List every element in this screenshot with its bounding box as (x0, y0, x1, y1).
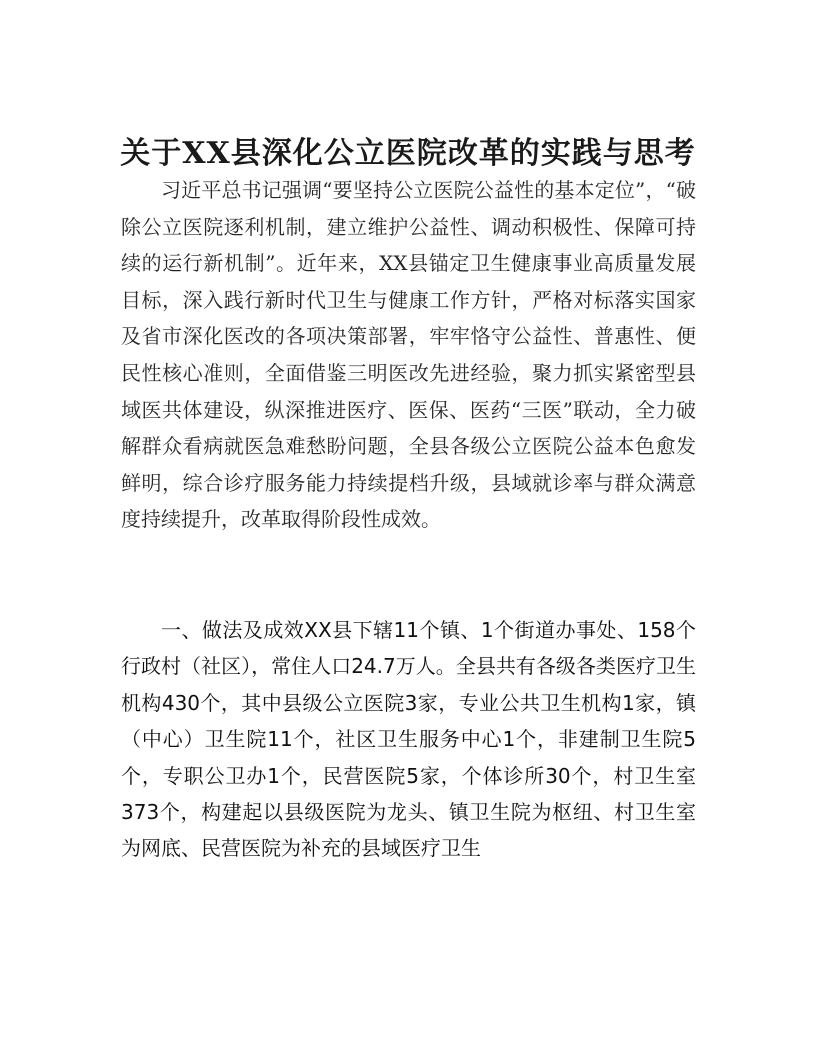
document-title: 关于XX县深化公立医院改革的实践与思考 (120, 136, 696, 172)
body-paragraph-intro: 习近平总书记强调“要坚持公立医院公益性的基本定位”，“破除公立医院逐利机制，建立维护公益性、调动积极性、保障可持续的运行新机制”。近年来，XX县锚定卫生健康事业高质量发展目标，深入践行新时代卫生与健康工作方针，严格对标落实国家及省市深化医改的各项决策部署，牢牢恪守公益性、普惠性、便民性核心准则，全面借鉴三明医改先进经验，聚力抓实紧密型县域医共体建设，纵深推进医疗、医保、医药“三医”联动，全力破解群众看病就医急难愁盼问题，全县各级公立医院公益本色愈发鲜明，综合诊疗服务能力持续提档升级，县域就诊率与群众满意度持续提升，改革取得阶段性成效。 (121, 178, 696, 532)
body-paragraph-section-one: 一、做法及成效XX县下辖11个镇、1个街道办事处、158个行政村（社区），常住人口24.7万人。全县共有各级各类医疗卫生机构430个，其中县级公立医院3家，专业公共卫生机构1家，镇（中心）卫生院11个，社区卫生服务中心1个，非建制卫生院5个，专职公卫办1个，民营医院5家，个体诊所30个，村卫生室373个，构建起以县级医院为龙头、镇卫生院为枢纽、村卫生室为网底、民营医院为补充的县域医疗卫生 (121, 618, 696, 861)
